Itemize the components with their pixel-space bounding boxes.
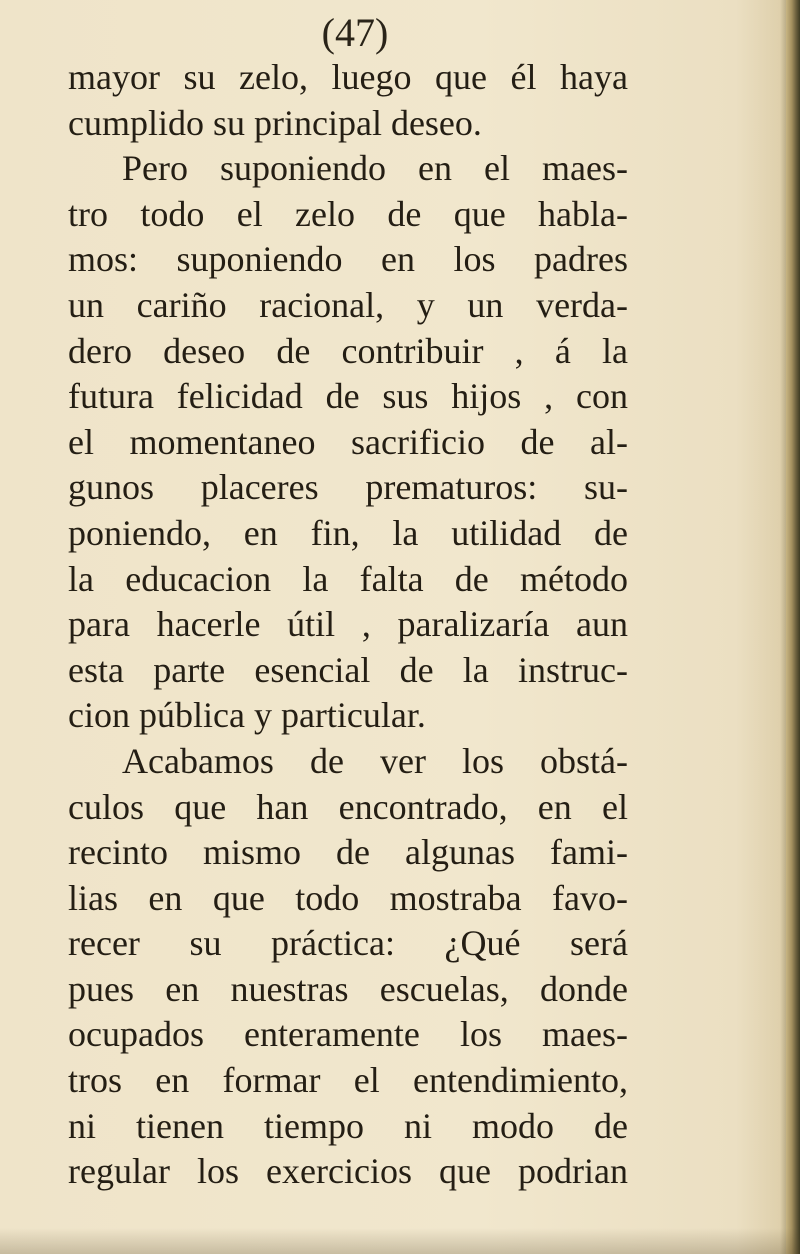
text-line: pues en nuestras escuelas, donde (68, 968, 628, 1009)
text-line: culos que han encontrado, en el (68, 786, 628, 827)
page-bottom-shadow (0, 1228, 800, 1254)
text-line: tros en formar el entendimiento, (68, 1060, 628, 1101)
text-line: un cariño racional, y un verda- (68, 284, 628, 325)
text-line: cumplido su principal deseo. (68, 102, 482, 143)
text-line: mayor su zelo, luego que él haya (68, 57, 628, 97)
page-number: (47) (321, 10, 389, 55)
text-line: mos: suponiendo en los padres (68, 239, 628, 280)
text-line: dero deseo de contribuir , á la (68, 330, 628, 371)
text-line: tro todo el zelo de que habla- (68, 193, 628, 234)
text-line: la educacion la falta de método (68, 558, 628, 599)
text-line: regular los exercicios que podrian (68, 1151, 628, 1192)
body-text (68, 55, 628, 1195)
text-line: poniendo, en fin, la utilidad de (68, 512, 628, 553)
text-line: futura felicidad de sus hijos , con (68, 376, 628, 417)
book-spine-edge (786, 0, 800, 1254)
text-line: cion pública y particular. (68, 695, 426, 736)
text-line: recinto mismo de algunas fami- (68, 832, 628, 873)
text-line: lias en que todo mostraba favo- (68, 877, 628, 918)
text-line: Pero suponiendo en el maes- (122, 148, 628, 189)
text-line: recer su práctica: ¿Qué será (68, 923, 628, 964)
text-line: ocupados enteramente los maes- (68, 1014, 628, 1055)
text-line: gunos placeres prematuros: su- (68, 467, 628, 508)
text-line: para hacerle útil , paralizaría aun (68, 604, 628, 645)
text-line: esta parte esencial de la instruc- (68, 649, 628, 690)
text-line: ni tienen tiempo ni modo de (68, 1105, 628, 1146)
text-line: Acabamos de ver los obstá- (122, 740, 628, 781)
text-line: el momentaneo sacrificio de al- (68, 421, 628, 462)
